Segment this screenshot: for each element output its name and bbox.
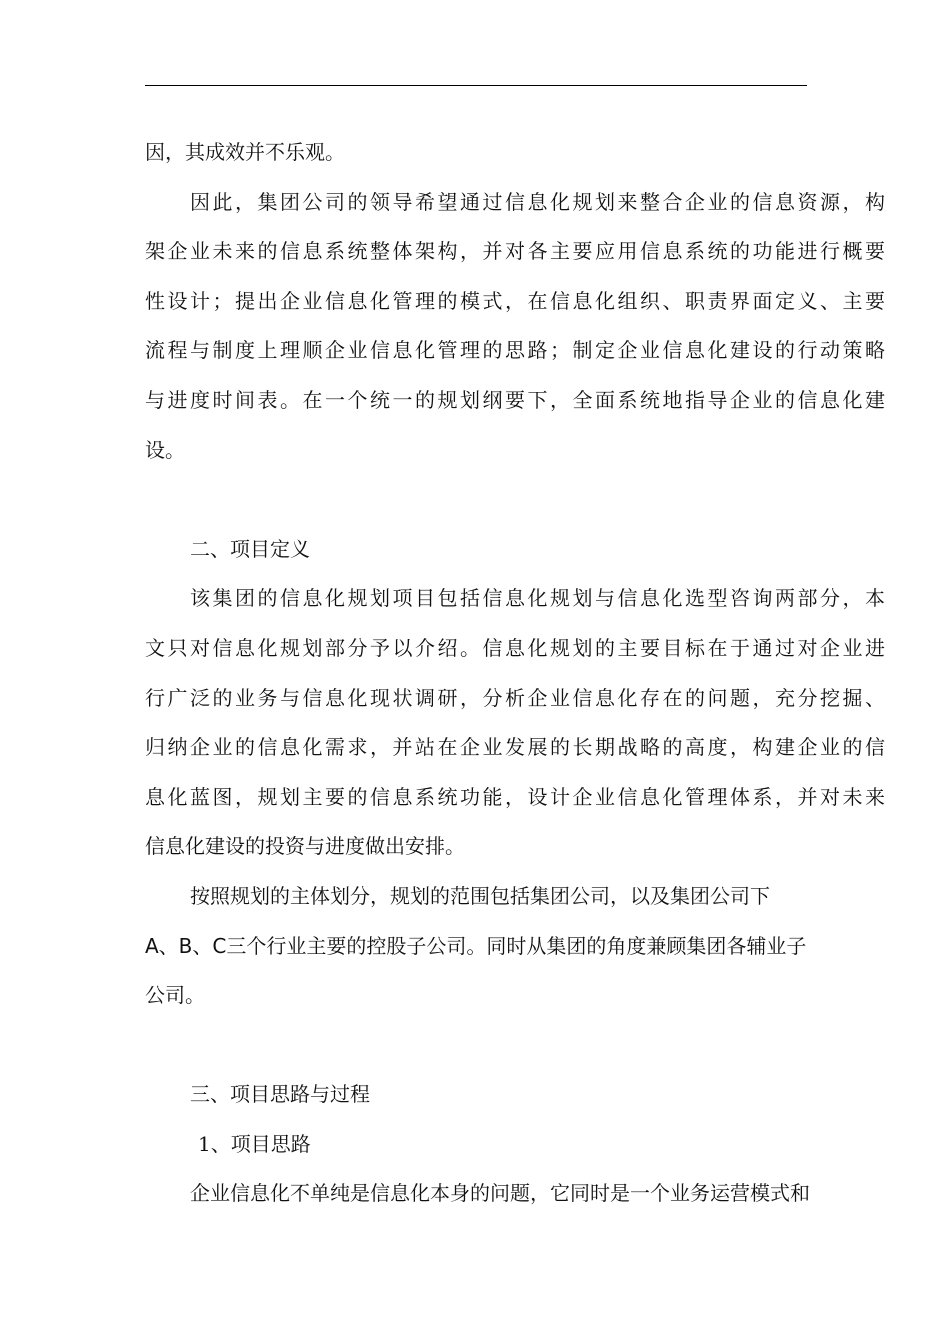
header-rule [145,85,807,86]
text-line: 行广泛的业务与信息化现状调研，分析企业信息化存在的问题，充分挖掘、 [145,685,885,710]
paragraph-project-scope [145,872,885,1021]
text-line: 归纳企业的信息化需求，并站在企业发展的长期战略的高度，构建企业的信 [145,735,885,760]
paragraph-leadership [145,178,885,476]
text-line: 因，其成效并不乐观。 [145,140,345,164]
document-body [145,128,885,1219]
text-line: 因此，集团公司的领导希望通过信息化规划来整合企业的信息资源，构 [190,189,885,214]
text-line: 流程与制度上理顺企业信息化管理的思路；制定企业信息化建设的行动策略 [145,338,885,363]
paragraph-project-goal [145,574,885,872]
text-segment: 三个行业主要的控股子公司。同时从集团的角度兼顾集团各辅业子 [226,933,807,958]
text-line: 与进度时间表。在一个统一的规划纲要下，全面系统地指导企业的信息化建 [145,387,885,412]
blank-line [145,1021,885,1071]
paragraph-continuation [145,128,885,178]
text-line: 公司。 [145,983,205,1008]
text-line: 设。 [145,437,185,462]
text-line: 性设计；提出企业信息化管理的模式，在信息化组织、职责界面定义、主要 [145,288,885,313]
text-line: 信息化建设的投资与进度做出安排。 [145,834,465,859]
paragraph-approach [145,1169,885,1219]
text-line: 息化蓝图，规划主要的信息系统功能，设计企业信息化管理体系，并对未来 [145,784,885,809]
text-line: 架企业未来的信息系统整体架构，并对各主要应用信息系统的功能进行概要 [145,239,885,264]
text-line [145,922,885,972]
text-line: 按照规划的主体划分，规划的范围包括集团公司，以及集团公司下 [190,883,770,908]
blank-line [145,475,885,525]
text-line: 该集团的信息化规划项目包括信息化规划与信息化选型咨询两部分，本 [190,586,885,611]
text-line: 文只对信息化规划部分予以介绍。信息化规划的主要目标在于通过对企业进 [145,635,885,660]
subsidiary-letters: A、B、C [145,933,227,958]
subsection-heading-approach: 1、项目思路 [198,1131,311,1156]
section-heading-approach-process: 三、项目思路与过程 [190,1082,370,1107]
text-line: 企业信息化不单纯是信息化本身的问题，它同时是一个业务运营模式和 [190,1181,810,1206]
section-heading-project-definition: 二、项目定义 [190,536,310,561]
